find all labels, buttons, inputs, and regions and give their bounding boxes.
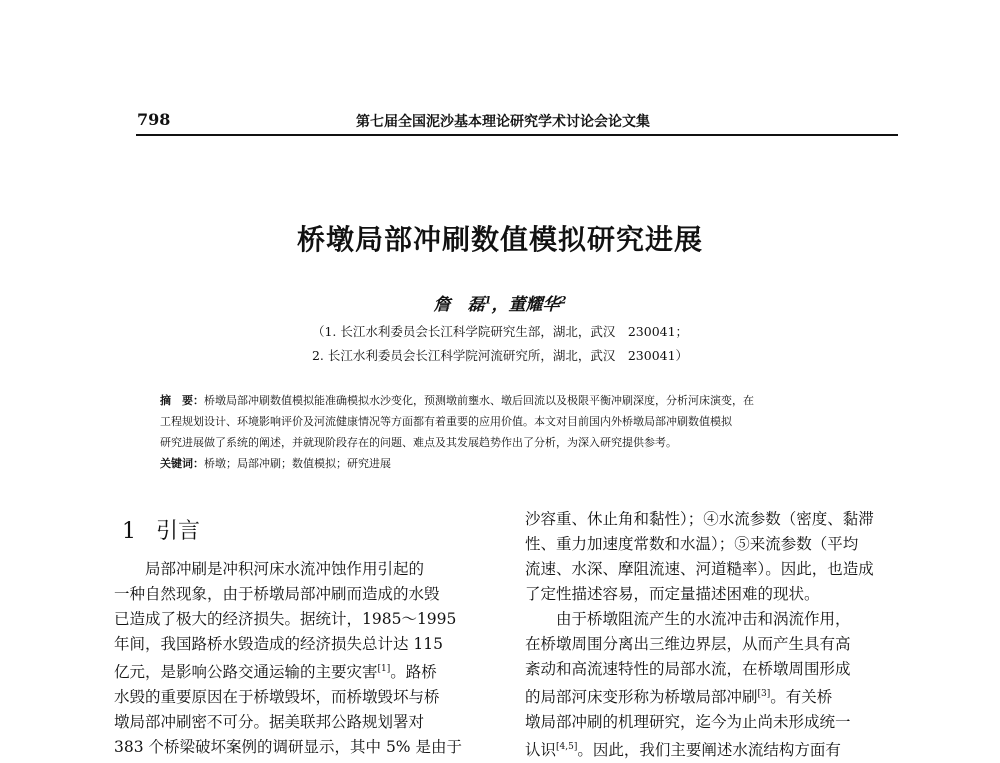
right-line-7: 紊动和高流速特性的局部水流，在桥墩周围形成 [525,660,851,678]
citation-3: [3] [757,689,771,699]
author-1: 詹 磊 [433,295,485,315]
left-line-8: 383 个桥梁破坏案例的调研显示，其中 5% 是由于 [114,738,462,757]
keywords-text: 桥墩；局部冲刷；数值模拟；研究进展 [204,457,391,470]
right-line-8-text-b: 。有关桥 [770,688,833,707]
left-line-6: 水毁的重要原因在于桥墩毁坏，而桥墩毁坏与桥 [114,688,440,707]
right-line-4: 了定性描述容易，而定量描述困难的现状。 [525,585,820,603]
right-line-5: 由于桥墩阻流产生的水流冲击和涡流作用， [556,610,851,628]
citation-1: [1] [377,664,391,674]
keywords-label: 关键词： [160,457,204,470]
abstract-line-2: 工程规划设计、环境影响评价及河流健康情况等方面都有着重要的应用价值。本文对目前国内外桥墩局部冲刷数值模拟 [160,415,732,428]
affiliation-1: （1. 长江水利委员会长江科学院研究生部，湖北，武汉 230041； [311,324,689,339]
section-heading [122,514,200,545]
abstract-label: 摘 要： [160,394,204,407]
paper-title: 桥墩局部冲刷数值模拟研究进展 [296,223,703,256]
page-number: 798 [137,110,171,129]
running-title: 第七届全国泥沙基本理论研究学术讨论会论文集 [356,114,650,130]
right-line-1: 沙容重、休止角和黏性）；④水流参数（密度、黏滞 [525,510,874,528]
right-line-10-text-a: 认识 [525,741,557,760]
right-line-6: 在桥墩周围分离出三维边界层，从而产生具有高 [525,635,851,653]
right-line-10-text-b: 。因此，我们主要阐述水流结构方面有 [577,741,841,760]
author-2-superscript: 2 [559,295,567,307]
right-line-9: 墩局部冲刷的机理研究，迄今为止尚未形成统一 [525,713,851,732]
right-line-8 [525,682,905,710]
author-2: 董耀华 [508,295,560,315]
header-rule [136,134,898,136]
abstract-text-1: 桥墩局部冲刷数值模拟能准确模拟水沙变化，预测墩前壅水、墩后回流以及极限平衡冲刷深度，分析河床演变，在 [204,394,754,407]
author-1-superscript: 1 [484,295,492,307]
left-line-3: 已造成了极大的经济损失。据统计，1985～1995 [114,610,457,628]
left-line-5-text-a: 亿元，是影响公路交通运输的主要灾害 [114,663,378,682]
left-line-5 [114,657,506,685]
left-line-4: 年间，我国路桥水毁造成的经济损失总计达 115 [114,635,444,653]
section-title: 引言 [156,519,201,544]
affiliation-2: 2. 长江水利委员会长江科学院河流研究所，湖北，武汉 230041） [311,348,689,363]
author-separator: ， [491,295,509,315]
author-line [0,290,1000,315]
left-column [114,557,506,760]
right-line-2: 性、重力加速度常数和水温）；⑤来流参数（平均 [525,535,859,553]
left-line-5-text-b: 。路桥 [390,663,437,682]
right-line-3: 流速、水深、摩阻流速、河道糙率）。因此，也造成 [525,560,874,578]
keywords-line [160,453,900,474]
right-line-8-text-a: 的局部河床变形称为桥墩局部冲刷 [525,688,758,707]
left-line-1: 局部冲刷是冲积河床水流冲蚀作用引起的 [145,560,425,578]
citation-4-5: [4,5] [556,742,578,753]
right-column [525,507,905,763]
section-number: 1 [122,519,136,544]
abstract-line-3: 研究进展做了系统的阐述，并就现阶段存在的问题、难点及其发展趋势作出了分析，为深入研究提供参考。 [160,436,677,449]
left-line-7: 墩局部冲刷密不可分。据美联邦公路规划署对 [114,713,425,732]
right-line-10 [525,735,905,763]
abstract-line-1 [160,390,900,411]
left-line-2: 一种自然现象，由于桥墩局部冲刷而造成的水毁 [114,585,440,603]
